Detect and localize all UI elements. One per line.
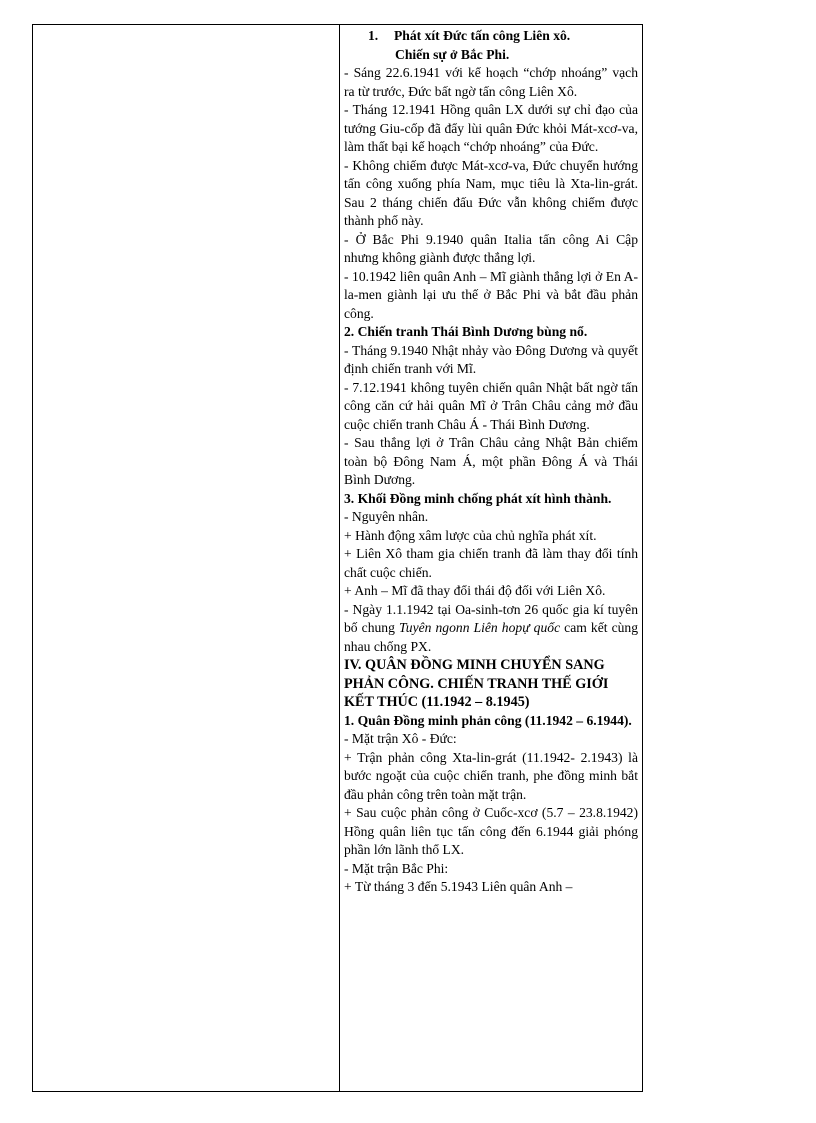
paragraph: + Sau cuộc phản công ở Cuốc-xcơ (5.7 – 23.8.1942) Hồng quân liên tục tấn công đến 6.1944 giải phóng phần lớn lãnh thổ LX. bbox=[344, 805, 638, 857]
paragraph: - Không chiếm được Mát-xcơ-va, Đức chuyển hướng tấn công xuống phía Nam, mục tiêu là Xta-lin-grát. Sau 2 tháng chiến đấu Đức vẫn không chiếm được thành phố này. bbox=[344, 157, 638, 228]
paragraph-treaty bbox=[344, 601, 638, 657]
heading-part-iv: IV. QUÂN ĐỒNG MINH CHUYỂN SANG PHẢN CÔNG. CHIẾN TRANH THẾ GIỚI KẾT THÚC (11.1942 – 8.1945) bbox=[344, 657, 609, 710]
heading-section-2: 2. Chiến tranh Thái Bình Dương bùng nổ. bbox=[344, 324, 588, 339]
heading-section-iv-1: 1. Quân Đồng minh phản công (11.1942 – 6.1944). bbox=[344, 712, 632, 728]
treaty-title-italic: Tuyên ngonn Liên hopự quốc bbox=[398, 620, 561, 635]
paragraph: + Hành động xâm lược của chủ nghĩa phát xít. bbox=[344, 527, 597, 543]
paragraph: - Mặt trận Bắc Phi: bbox=[344, 860, 449, 876]
paragraph: - Sáng 22.6.1941 với kế hoạch “chớp nhoáng” vạch ra từ trước, Đức bất ngờ tấn công Liên Xô. bbox=[344, 65, 638, 99]
paragraph: - Sau thắng lợi ở Trân Châu cảng Nhật Bản chiếm toàn bộ Đông Nam Á, một phần Đông Á và Thái Bình Dương. bbox=[344, 435, 638, 487]
paragraph: + Liên Xô tham gia chiến tranh đã làm thay đổi tính chất cuộc chiến. bbox=[344, 546, 638, 580]
paragraph: - 7.12.1941 không tuyên chiến quân Nhật bất ngờ tấn công căn cứ hải quân Mĩ ở Trân Châu cảng mở đầu cuộc chiến tranh Châu Á - Thái Bình Dương. bbox=[344, 379, 638, 432]
paragraph: - Ở Bắc Phi 9.1940 quân Italia tấn công Ai Cập nhưng không giành được thắng lợi. bbox=[344, 231, 638, 265]
heading-line-1: Phát xít Đức tấn công Liên xô. bbox=[394, 28, 571, 43]
paragraph: + Trận phản công Xta-lin-grát (11.1942- 2.1943) là bước ngoặt của cuộc chiến tranh, phe đồng minh bắt đầu phản công trên toàn mặt trận. bbox=[344, 749, 638, 802]
paragraph: - Tháng 12.1941 Hồng quân LX dưới sự chỉ đạo của tướng Giu-cốp đã đẩy lùi quân Đức khỏi Mát-xcơ-va, làm thất bại kế hoạch “chớp nhoáng” của Đức. bbox=[344, 102, 638, 154]
paragraph: - Tháng 9.1940 Nhật nhảy vào Đông Dương và quyết định chiến tranh với Mĩ. bbox=[344, 342, 638, 376]
paragraph: + Từ tháng 3 đến 5.1943 Liên quân Anh – bbox=[344, 879, 573, 894]
heading-section-3: 3. Khối Đồng minh chống phát xít hình thành. bbox=[344, 490, 612, 506]
heading-line-2: Chiến sự ở Bắc Phi. bbox=[395, 46, 510, 62]
left-column-cell bbox=[33, 25, 340, 1091]
treaty-text-end: cam kết cùng nhau chống PX. bbox=[344, 620, 638, 654]
paragraph: - 10.1942 liên quân Anh – Mĩ giành thắng lợi ở En A-la-men giành lại ưu thế ở Bắc Phi và bắt đầu phản công. bbox=[344, 268, 638, 321]
paragraph: - Nguyên nhân. bbox=[344, 509, 429, 524]
heading-section-1 bbox=[344, 27, 638, 64]
right-column-cell bbox=[340, 25, 642, 1091]
paragraph: - Mặt trận Xô - Đức: bbox=[344, 731, 457, 746]
treaty-text: - Ngày 1.1.1942 tại Oa-sinh-tơn 26 quốc gia kí tuyên bố chung bbox=[344, 601, 638, 635]
paragraph: + Anh – Mĩ đã thay đổi thái độ đối với Liên Xô. bbox=[344, 583, 606, 598]
heading-number: 1. bbox=[368, 28, 379, 43]
content-table bbox=[32, 24, 643, 1092]
